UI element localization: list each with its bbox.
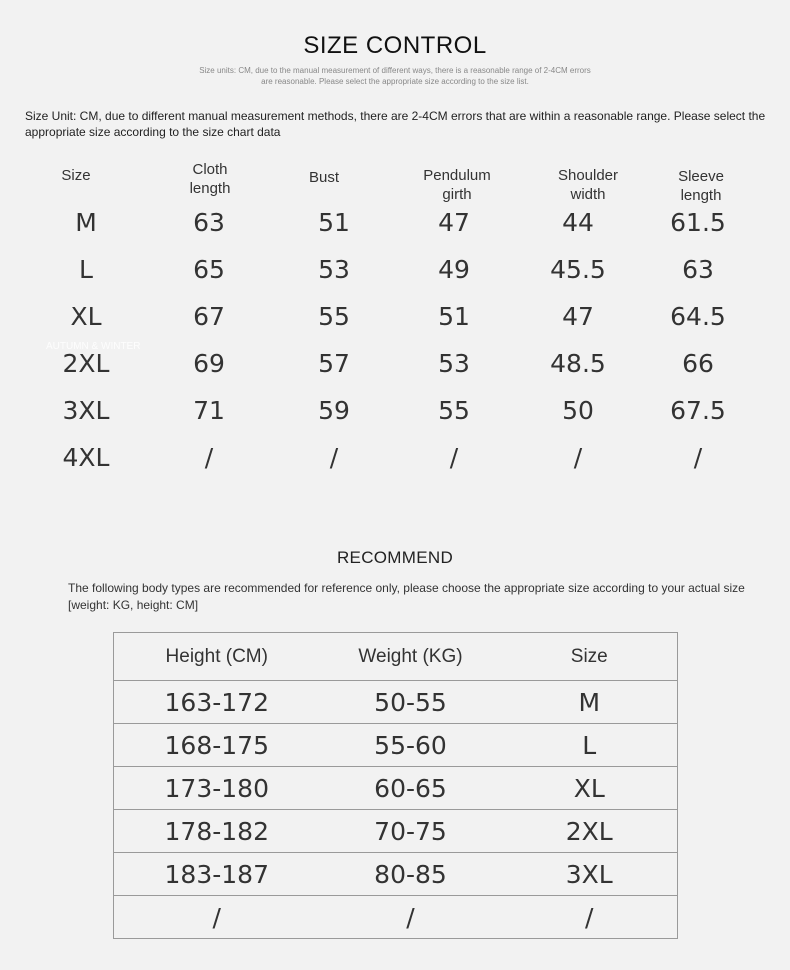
pendulum-girth-cell: 47	[438, 208, 470, 237]
height-cell: 168-175	[114, 724, 320, 767]
weight-cell: 70-75	[320, 810, 502, 853]
cloth-length-cell: 69	[193, 349, 225, 378]
shoulder-width-cell: 44	[562, 208, 594, 237]
size-units-subnote	[150, 65, 640, 87]
height-cell: 178-182	[114, 810, 320, 853]
cloth-length-cell: 67	[193, 302, 225, 331]
size-cell: /	[502, 896, 678, 939]
pendulum-girth-cell: 51	[438, 302, 470, 331]
header-pendulum-girth: Pendulum girth	[423, 167, 491, 203]
height-cell: /	[114, 896, 320, 939]
header-cloth-length: Cloth length	[189, 161, 231, 197]
sleeve-length-cell: 64.5	[670, 302, 726, 331]
pendulum-girth-cell: /	[449, 443, 459, 472]
shoulder-width-cell: 48.5	[550, 349, 606, 378]
table-row	[114, 853, 678, 896]
table-row	[114, 767, 678, 810]
sleeve-length-cell: 63	[682, 255, 714, 284]
header-shoulder-width: Shoulder width	[557, 167, 619, 203]
sleeve-length-cell: 61.5	[670, 208, 726, 237]
size-cell: XL	[502, 767, 678, 810]
pendulum-girth-cell: 55	[438, 396, 470, 425]
recommend-title: RECOMMEND	[336, 548, 454, 567]
pendulum-girth-cell: 49	[438, 255, 470, 284]
size-cell: 3XL	[502, 853, 678, 896]
pendulum-girth-cell: 53	[438, 349, 470, 378]
height-cell: 163-172	[114, 681, 320, 724]
header-size: Size	[502, 633, 678, 681]
bust-cell: 55	[318, 302, 350, 331]
cloth-length-cell: 65	[193, 255, 225, 284]
weight-cell: 80-85	[320, 853, 502, 896]
subnote-line-1: Size units: CM, due to the manual measurement of different ways, there is a reasonable range of 2-4CM errors	[199, 66, 591, 75]
height-cell: 183-187	[114, 853, 320, 896]
bust-cell: 51	[318, 208, 350, 237]
table-row	[114, 724, 678, 767]
size-cell: M	[502, 681, 678, 724]
weight-cell: 50-55	[320, 681, 502, 724]
cloth-length-cell: 71	[193, 396, 225, 425]
cloth-length-cell: /	[204, 443, 214, 472]
shoulder-width-cell: /	[573, 443, 583, 472]
shoulder-width-cell: 47	[562, 302, 594, 331]
recommend-table	[113, 632, 678, 939]
size-cell: M	[75, 208, 97, 237]
header-weight: Weight (KG)	[320, 633, 502, 681]
bust-cell: 59	[318, 396, 350, 425]
size-cell: 2XL	[62, 349, 110, 378]
weight-cell: /	[320, 896, 502, 939]
header-sleeve-length: Sleeve length	[678, 168, 724, 204]
bust-cell: /	[329, 443, 339, 472]
table-row	[114, 810, 678, 853]
sleeve-length-cell: /	[693, 443, 703, 472]
bust-cell: 53	[318, 255, 350, 284]
table-row	[114, 896, 678, 939]
weight-cell: 55-60	[320, 724, 502, 767]
subnote-line-2: are reasonable. Please select the appropriate size according to the size list.	[261, 77, 529, 86]
table-row	[114, 681, 678, 724]
size-cell: L	[79, 255, 93, 284]
watermark-text: AUTUMN & WINTER	[46, 341, 141, 352]
size-cell: 3XL	[62, 396, 110, 425]
header-size: Size	[61, 167, 91, 184]
size-cell: XL	[70, 302, 102, 331]
sleeve-length-cell: 67.5	[670, 396, 726, 425]
recommend-note: The following body types are recommended for reference only, please choose the appropriate size according to your actual size [weight: KG, height: CM]	[68, 581, 745, 612]
shoulder-width-cell: 45.5	[550, 255, 606, 284]
header-bust: Bust	[308, 169, 339, 186]
cloth-length-cell: 63	[193, 208, 225, 237]
recommend-header-row	[114, 633, 678, 681]
header-height: Height (CM)	[114, 633, 320, 681]
size-unit-note: Size Unit: CM, due to different manual measurement methods, there are 2-4CM errors that are within a reasonable range. Please select the appropriate size according to the size chart data	[25, 109, 766, 139]
size-cell: L	[502, 724, 678, 767]
weight-cell: 60-65	[320, 767, 502, 810]
shoulder-width-cell: 50	[562, 396, 594, 425]
size-cell: 2XL	[502, 810, 678, 853]
size-cell: 4XL	[62, 443, 110, 472]
bust-cell: 57	[318, 349, 350, 378]
height-cell: 173-180	[114, 767, 320, 810]
page-title: SIZE CONTROL	[303, 32, 487, 59]
sleeve-length-cell: 66	[682, 349, 714, 378]
